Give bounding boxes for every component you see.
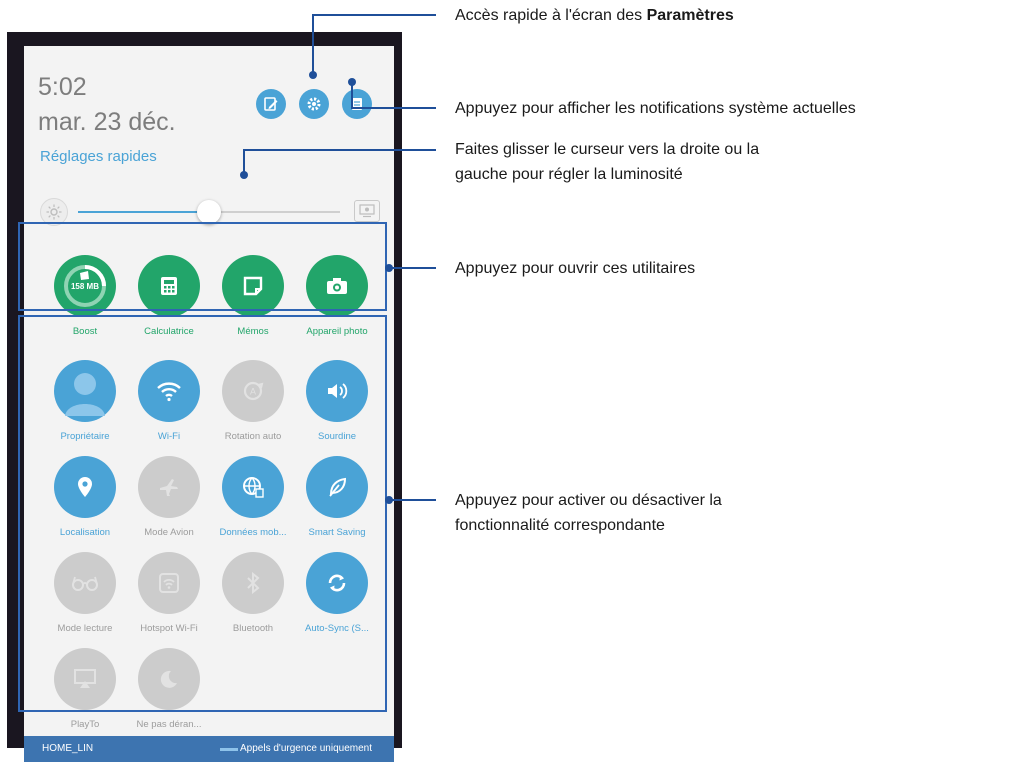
settings-callout [455,3,734,28]
carrier-label: HOME_LIN [42,743,94,754]
utility-label: Appareil photo [306,326,368,337]
signal-indicator [220,748,238,751]
toggle-label: Bluetooth [232,623,274,634]
utilities-callout-dot [385,264,393,272]
clock-date: mar. 23 déc. [38,108,176,136]
toggle-label: Mode Avion [144,527,194,538]
brightness-callout-line2: gauche pour régler la luminosité [455,166,683,183]
toggle-label: Auto-Sync (S... [305,623,369,634]
brightness-callout-line1: Faites glisser le curseur vers la droite ou la [455,141,760,158]
brightness-callout-dot [240,171,248,179]
toggles-callout-dot [385,496,393,504]
toggle-label: Sourdine [317,431,357,442]
utility-label: Mémos [237,326,269,337]
notifications-callout-dot [348,78,356,86]
toggle-label: Localisation [59,527,111,538]
settings-callout-line [313,15,436,75]
emergency-label: Appels d'urgence uniquement [240,743,373,754]
brightness-callout-line [244,150,436,175]
utilities-callout: Appuyez pour ouvrir ces utilitaires [455,260,696,277]
notifications-callout: Appuyez pour afficher les notifications système actuelles [455,100,856,117]
toggle-label: Propriétaire [60,431,110,442]
toggle-label: Ne pas déran... [136,719,202,730]
settings-callout-dot [309,71,317,79]
settings-callout-bold: Paramètres [646,7,734,24]
boost-memory-value: 158 MB [70,281,99,291]
utility-label: Calculatrice [144,326,194,337]
toggle-label: Données mob... [219,527,287,538]
settings-callout-text: Accès rapide à l'écran des [455,7,647,24]
notifications-callout-line [352,82,436,108]
utility-label: Boost [72,326,98,337]
toggle-label: Smart Saving [308,527,366,538]
toggle-label: PlayTo [70,719,100,730]
quick-settings-label: Réglages rapides [40,148,157,165]
toggle-label: Mode lecture [57,623,113,634]
toggles-callout-line2: fonctionnalité correspondante [455,517,665,534]
svg-text:A: A [249,386,257,397]
toggle-label: Rotation auto [224,431,282,442]
clock-time: 5:02 [38,73,87,101]
toggles-callout-line1: Appuyez pour activer ou désactiver la [455,492,722,509]
toggle-label: Hotspot Wi-Fi [140,623,198,634]
toggle-label: Wi-Fi [157,431,181,442]
